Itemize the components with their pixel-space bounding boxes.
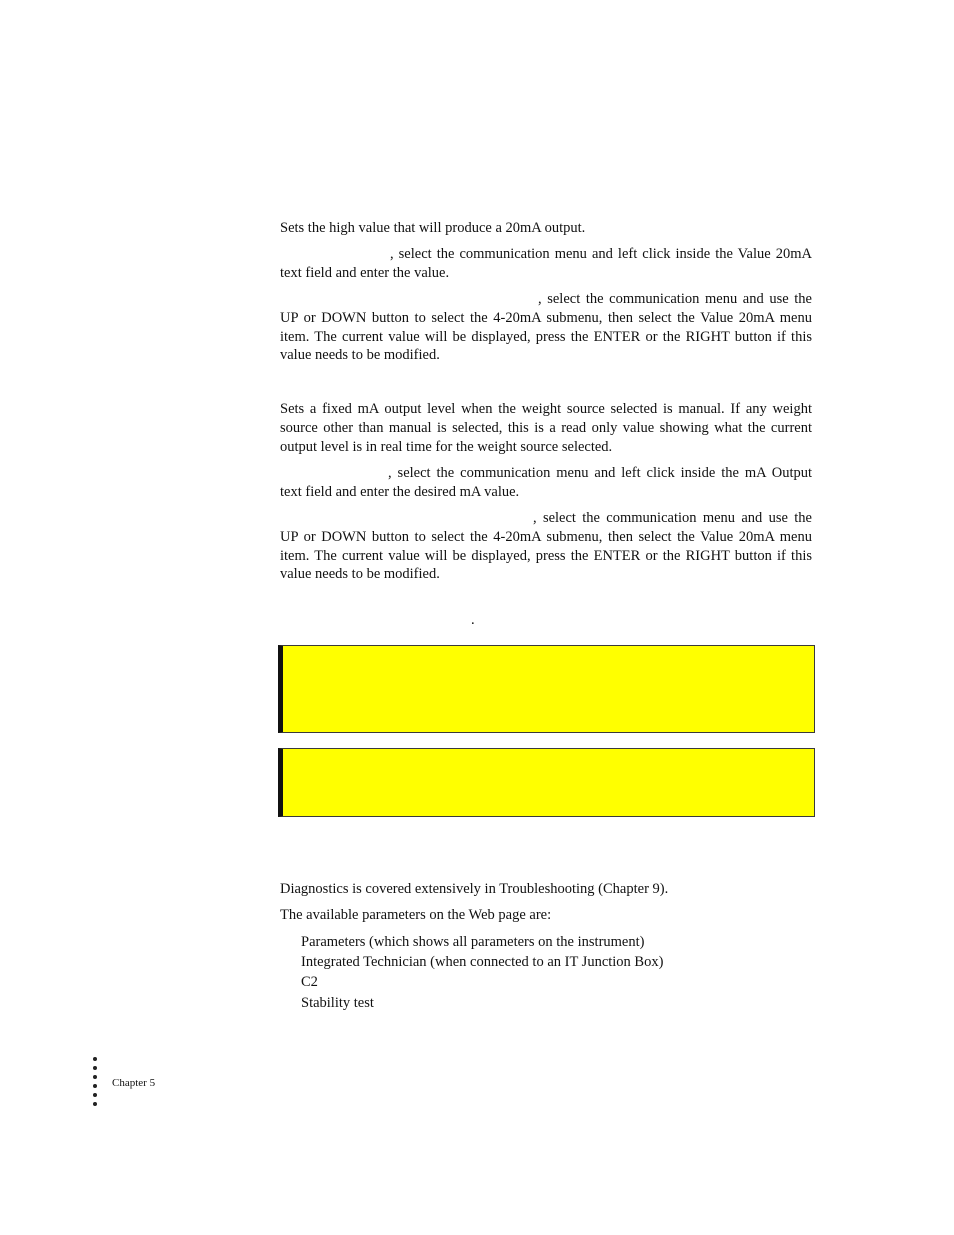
list-item: Integrated Technician (when connected to an IT Junction Box)	[301, 954, 664, 970]
list-item: Parameters (which shows all parameters on the instrument)	[301, 934, 645, 950]
ma-output-description: Sets a fixed mA output level when the weight source selected is manual. If any weight source other than manual is selected, this is a read only value showing what the current output level is in real time for the weight source selected.	[280, 401, 812, 455]
diagnostics-lead: The available parameters on the Web page are:	[280, 907, 552, 923]
ma-output-web-instructions: , select the communication menu and left click inside the mA Output text field and enter the desired mA value.	[280, 465, 812, 500]
footer-dot	[93, 1066, 97, 1070]
caution-callout-box	[278, 748, 815, 817]
note-callout-box	[278, 645, 815, 733]
footer-dot	[93, 1093, 97, 1097]
footer-dot	[93, 1057, 97, 1061]
diagnostics-intro: Diagnostics is covered extensively in Troubleshooting (Chapter 9).	[280, 881, 669, 897]
value-20ma-web-instructions: , select the communication menu and left click inside the Value 20mA text field and enter the value.	[280, 246, 812, 281]
value-20ma-front-panel-instructions: , select the communication menu and use the UP or DOWN button to select the 4-20mA submenu, then select the Value 20mA menu item. The current value will be displayed, press the ENTER or the RIGHT button if this value needs to be modified.	[280, 291, 812, 364]
value-20ma-description: Sets the high value that will produce a 20mA output.	[280, 220, 586, 236]
ma-output-front-panel-instructions: , select the communication menu and use the UP or DOWN button to select the 4-20mA submenu, then select the Value 20mA menu item. The current value will be displayed, press the ENTER or the RIGHT button if this value needs to be modified.	[280, 510, 812, 583]
footer-dot	[93, 1075, 97, 1079]
footer-chapter-label: Chapter 5	[112, 1077, 156, 1089]
footer-dot	[93, 1084, 97, 1088]
list-item: C2	[301, 974, 318, 990]
list-item: Stability test	[301, 995, 374, 1011]
footer-dot	[93, 1102, 97, 1106]
trailing-period: .	[471, 612, 475, 628]
